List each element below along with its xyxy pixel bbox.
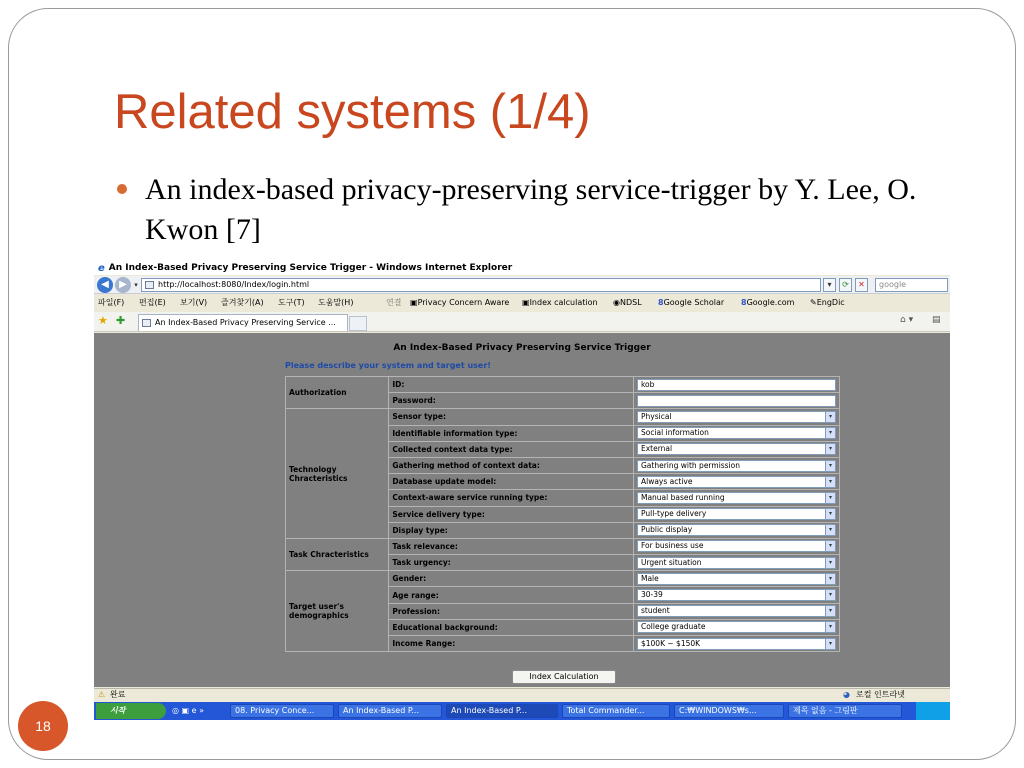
select-field[interactable] <box>637 540 836 552</box>
category-label: Technology Chracteristics <box>286 409 389 539</box>
chevron-down-icon[interactable]: ▾ <box>825 606 835 616</box>
chevron-down-icon[interactable]: ▾ <box>825 639 835 649</box>
field-cell <box>633 603 839 619</box>
link-label: Google Scholar <box>663 298 725 307</box>
select-field[interactable] <box>637 605 836 617</box>
form-row <box>286 377 840 393</box>
slide-title: Related systems (1/4) <box>114 85 591 139</box>
field-cell <box>633 457 839 473</box>
field-label: Task urgency: <box>389 555 634 571</box>
window-titlebar <box>94 262 950 275</box>
link-privacy-concern[interactable]: ▣ Privacy Concern Aware <box>410 295 418 311</box>
chevron-down-icon[interactable]: ▾ <box>825 558 835 568</box>
chevron-down-icon[interactable]: ▾ <box>825 461 835 471</box>
taskbar-item[interactable] <box>674 704 784 718</box>
start-label: 시작 <box>110 706 126 715</box>
status-text: 완료 <box>110 690 126 699</box>
system-tray[interactable] <box>916 702 950 720</box>
field-label: Display type: <box>389 522 634 538</box>
field-value: student <box>640 606 670 616</box>
form-row <box>286 409 840 425</box>
link-google[interactable]: 8 Google.com <box>741 295 747 311</box>
link-label: NDSL <box>619 298 642 307</box>
browser-window <box>94 262 950 720</box>
taskbar-item[interactable] <box>338 704 442 718</box>
field-label: Sensor type: <box>389 409 634 425</box>
tab-bar <box>94 312 950 332</box>
field-cell <box>633 522 839 538</box>
id-input[interactable] <box>637 379 836 391</box>
field-cell <box>633 393 839 409</box>
menu-tools[interactable]: 도구(T) <box>278 298 305 307</box>
category-label: Authorization <box>286 377 389 409</box>
field-cell <box>633 425 839 441</box>
taskbar-item[interactable] <box>230 704 334 718</box>
field-value: Social information <box>640 428 709 438</box>
link-label: Privacy Concern Aware <box>417 298 510 307</box>
field-cell <box>633 409 839 425</box>
field-cell <box>633 490 839 506</box>
field-value: Gathering with permission <box>640 460 741 470</box>
taskbar-item-label: 제목 없음 - 그림판 <box>793 706 858 715</box>
url-text: http://localhost:8080/Index/login.html <box>158 280 310 289</box>
chevron-down-icon[interactable]: ▾ <box>825 509 835 519</box>
taskbar-item-label: An Index-Based P... <box>451 706 528 715</box>
field-cell <box>633 441 839 457</box>
taskbar-item[interactable] <box>446 704 558 718</box>
form-instruction: Please describe your system and target user! <box>285 361 491 370</box>
add-favorites-icon[interactable]: ✚ <box>116 314 126 327</box>
field-value: Manual based running <box>640 492 725 502</box>
stop-icon[interactable]: ✕ <box>855 278 868 292</box>
menu-bar <box>94 295 950 311</box>
select-field[interactable] <box>637 573 836 585</box>
favorites-star-icon[interactable]: ★ <box>98 314 108 327</box>
field-value: Pull-type delivery <box>640 509 707 519</box>
window-title: An Index-Based Privacy Preserving Service Trigger - Windows Internet Explorer <box>108 263 513 273</box>
select-field[interactable] <box>637 476 836 488</box>
link-label: EngDic <box>816 298 845 307</box>
select-field[interactable] <box>637 621 836 633</box>
taskbar-item-label: An Index-Based P... <box>343 706 420 715</box>
chevron-down-icon[interactable]: ▾ <box>825 428 835 438</box>
menu-edit[interactable]: 편집(E) <box>139 298 166 307</box>
forward-button[interactable]: ▶ <box>115 277 131 293</box>
select-field[interactable] <box>637 443 836 455</box>
field-label: Service delivery type: <box>389 506 634 522</box>
intranet-icon: ◕ <box>843 690 850 699</box>
chevron-down-icon[interactable]: ▾ <box>825 493 835 503</box>
tab-page-icon <box>142 319 151 327</box>
field-label: Educational background: <box>389 619 634 635</box>
password-input[interactable] <box>637 395 836 407</box>
category-label: Target user's demographics <box>286 571 389 652</box>
field-value: Always active <box>640 476 693 486</box>
url-dropdown-icon[interactable]: ▾ <box>823 278 836 292</box>
settings-form-table <box>285 376 840 652</box>
index-calculation-button[interactable]: Index Calculation <box>512 670 616 684</box>
field-cell <box>633 474 839 490</box>
select-field[interactable] <box>637 427 836 439</box>
field-cell <box>633 506 839 522</box>
field-cell <box>633 619 839 635</box>
field-label: Profession: <box>389 603 634 619</box>
form-heading: An Index-Based Privacy Preserving Service Trigger <box>393 343 651 353</box>
field-label: Gender: <box>389 571 634 587</box>
field-label: Context-aware service running type: <box>389 490 634 506</box>
zone-text: 로컬 인트라넷 <box>856 690 905 699</box>
links-label: 연결 <box>386 298 402 307</box>
select-field[interactable] <box>637 638 836 650</box>
field-value: Physical <box>640 411 672 421</box>
field-value: College graduate <box>640 622 706 632</box>
quick-launch-icons[interactable]: ◎ ▣ e » <box>172 706 204 715</box>
warning-icon: ⚠ <box>98 690 106 699</box>
field-value: kob <box>640 379 655 389</box>
field-value: External <box>640 444 673 454</box>
field-cell <box>633 555 839 571</box>
link-label: Index calculation <box>529 298 598 307</box>
field-value: Public display <box>640 525 693 535</box>
new-tab-button[interactable] <box>349 316 367 331</box>
ie-icon: e <box>98 263 105 274</box>
field-label: Income Range: <box>389 636 634 652</box>
link-label: Google.com <box>746 298 795 307</box>
taskbar-item[interactable] <box>562 704 670 718</box>
select-field[interactable] <box>637 411 836 423</box>
refresh-icon[interactable]: ⟳ <box>839 278 852 292</box>
select-field[interactable] <box>637 589 836 601</box>
form-row <box>286 571 840 587</box>
taskbar-item-label: 08. Privacy Conce... <box>235 706 315 715</box>
taskbar-item-label: Total Commander... <box>567 706 645 715</box>
chevron-down-icon[interactable]: ▾ <box>825 412 835 422</box>
taskbar-item-label: C:₩WINDOWS₩s... <box>679 706 757 715</box>
link-index-calculation[interactable]: ▣ Index calculation <box>522 295 530 311</box>
field-cell <box>633 636 839 652</box>
field-cell <box>633 587 839 603</box>
field-value: Urgent situation <box>640 557 702 567</box>
search-input[interactable]: google <box>875 278 948 292</box>
select-field[interactable] <box>637 557 836 569</box>
field-cell <box>633 377 839 393</box>
page-icon <box>145 281 154 289</box>
form-row <box>286 538 840 554</box>
bullet-icon <box>117 184 127 194</box>
field-value: For business use <box>640 541 704 551</box>
back-button[interactable]: ◀ <box>97 277 113 293</box>
select-field[interactable] <box>637 508 836 520</box>
field-label: Age range: <box>389 587 634 603</box>
field-value: $100K ~ $150K <box>640 638 701 648</box>
link-ndsl[interactable]: ◉ NDSL <box>613 295 620 311</box>
chevron-down-icon[interactable]: ▾ <box>825 622 835 632</box>
select-field[interactable] <box>637 524 836 536</box>
feeds-icon[interactable]: ▤ <box>932 315 941 325</box>
field-label: Identifiable information type: <box>389 425 634 441</box>
menu-favorites[interactable]: 즐겨찾기(A) <box>221 298 264 307</box>
chevron-down-icon[interactable]: ▾ <box>825 444 835 454</box>
page-content <box>94 333 950 687</box>
chevron-down-icon[interactable]: ▾ <box>825 590 835 600</box>
menu-file[interactable]: 파일(F) <box>98 298 125 307</box>
field-cell <box>633 571 839 587</box>
address-bar <box>94 276 950 294</box>
menu-help[interactable]: 도움말(H) <box>318 298 354 307</box>
start-button[interactable] <box>96 703 166 719</box>
field-label: Task relevance: <box>389 538 634 554</box>
link-google-scholar[interactable]: 8 Google Scholar <box>658 295 664 311</box>
field-label: Password: <box>389 393 634 409</box>
category-label: Task Chracteristics <box>286 538 389 570</box>
page-number-badge: 18 <box>18 701 68 751</box>
field-value: 30-39 <box>640 590 663 600</box>
tab-title: An Index-Based Privacy Preserving Service ... <box>155 318 336 327</box>
home-icon[interactable]: ⌂ ▾ <box>900 315 914 325</box>
status-bar <box>94 688 950 701</box>
link-engdic[interactable]: ✎ EngDic <box>810 295 817 311</box>
field-cell <box>633 538 839 554</box>
bullet-text: An index-based privacy-preserving service-trigger by Y. Lee, O. Kwon [7] <box>145 173 917 246</box>
taskbar-item[interactable] <box>788 704 902 718</box>
chevron-down-icon[interactable]: ▾ <box>825 477 835 487</box>
field-label: Collected context data type: <box>389 441 634 457</box>
field-label: Gathering method of context data: <box>389 457 634 473</box>
url-input[interactable] <box>141 278 821 292</box>
select-field[interactable] <box>637 492 836 504</box>
chevron-down-icon[interactable]: ▾ <box>825 574 835 584</box>
field-label: Database update model: <box>389 474 634 490</box>
field-value: Male <box>640 573 659 583</box>
menu-view[interactable]: 보기(V) <box>180 298 208 307</box>
field-label: ID: <box>389 377 634 393</box>
browser-tab[interactable] <box>138 314 348 331</box>
chevron-down-icon[interactable]: ▾ <box>825 541 835 551</box>
history-dropdown-icon[interactable]: ▾ <box>134 281 138 289</box>
chevron-down-icon[interactable]: ▾ <box>825 525 835 535</box>
taskbar <box>94 702 950 720</box>
select-field[interactable] <box>637 460 836 472</box>
